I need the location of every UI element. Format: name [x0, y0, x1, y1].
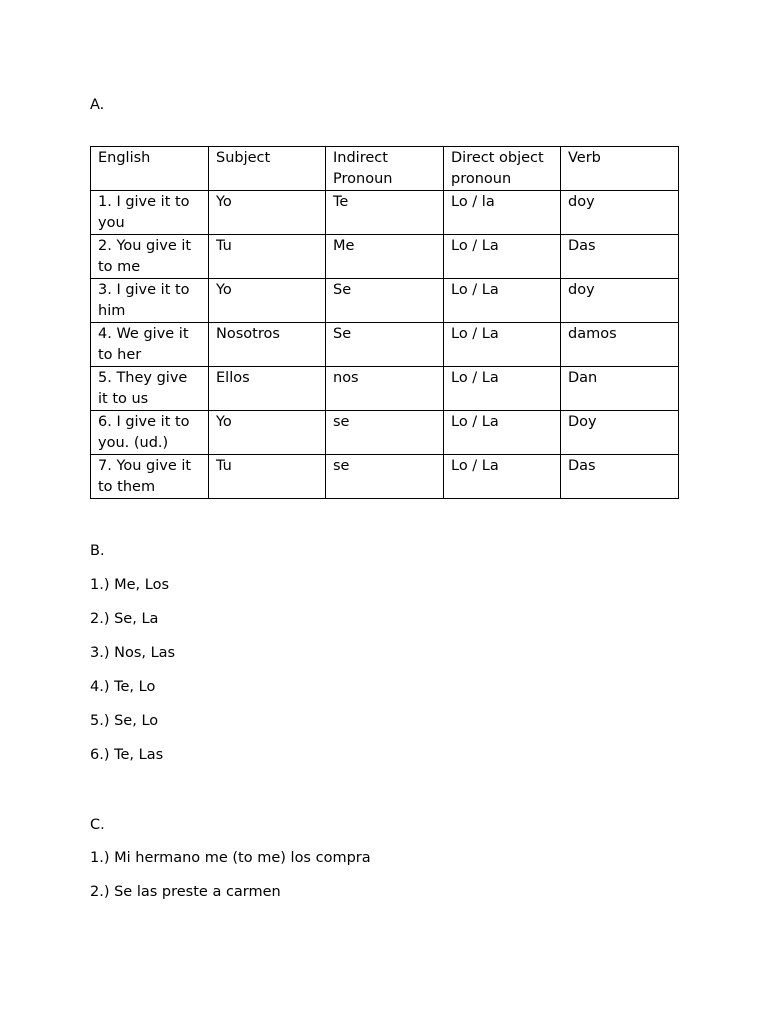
cell-indirect-pronoun: se	[326, 411, 444, 455]
section-b-answer-list	[90, 575, 175, 779]
table-row	[91, 279, 679, 323]
cell-indirect-pronoun: se	[326, 455, 444, 499]
cell-subject: Tu	[209, 455, 326, 499]
cell-english: 5. They give it to us	[91, 367, 209, 411]
cell-subject: Yo	[209, 411, 326, 455]
cell-english: 6. I give it to you. (ud.)	[91, 411, 209, 455]
cell-indirect-pronoun: Se	[326, 279, 444, 323]
section-b-label: B.	[90, 543, 105, 559]
table-row	[91, 235, 679, 279]
section-a-label: A.	[90, 97, 105, 113]
cell-direct-object-pronoun: Lo / La	[444, 411, 561, 455]
cell-indirect-pronoun: nos	[326, 367, 444, 411]
cell-verb: Das	[561, 235, 679, 279]
cell-indirect-pronoun: Te	[326, 191, 444, 235]
cell-verb: doy	[561, 191, 679, 235]
cell-indirect-pronoun: Me	[326, 235, 444, 279]
list-item: 2.) Se las preste a carmen	[90, 884, 281, 900]
cell-direct-object-pronoun: Lo / La	[444, 367, 561, 411]
cell-verb: Doy	[561, 411, 679, 455]
list-item: 1.) Mi hermano me (to me) los compra	[90, 850, 371, 866]
cell-verb: Das	[561, 455, 679, 499]
cell-direct-object-pronoun: Lo / La	[444, 235, 561, 279]
header-direct-object-pronoun: Direct object pronoun	[444, 147, 561, 191]
cell-direct-object-pronoun: Lo / La	[444, 323, 561, 367]
table-row	[91, 367, 679, 411]
cell-verb: Dan	[561, 367, 679, 411]
cell-subject: Yo	[209, 279, 326, 323]
table-header-row	[91, 147, 679, 191]
cell-subject: Nosotros	[209, 323, 326, 367]
list-item: 3.) Nos, Las	[90, 645, 176, 661]
cell-verb: damos	[561, 323, 679, 367]
section-c-answer-list	[90, 848, 371, 916]
cell-english: 3. I give it to him	[91, 279, 209, 323]
cell-subject: Yo	[209, 191, 326, 235]
list-item: 6.) Te, Las	[90, 747, 164, 763]
cell-english: 7. You give it to them	[91, 455, 209, 499]
cell-subject: Tu	[209, 235, 326, 279]
cell-verb: doy	[561, 279, 679, 323]
list-item: 2.) Se, La	[90, 611, 159, 627]
cell-direct-object-pronoun: Lo / La	[444, 455, 561, 499]
header-indirect-pronoun: Indirect Pronoun	[326, 147, 444, 191]
list-item: 5.) Se, Lo	[90, 713, 159, 729]
pronoun-table	[90, 146, 679, 499]
list-item: 1.) Me, Los	[90, 577, 169, 593]
cell-direct-object-pronoun: Lo / La	[444, 279, 561, 323]
cell-english: 2. You give it to me	[91, 235, 209, 279]
cell-direct-object-pronoun: Lo / la	[444, 191, 561, 235]
table-row	[91, 323, 679, 367]
cell-subject: Ellos	[209, 367, 326, 411]
list-item: 4.) Te, Lo	[90, 679, 156, 695]
cell-indirect-pronoun: Se	[326, 323, 444, 367]
header-subject: Subject	[209, 147, 326, 191]
section-c-label: C.	[90, 817, 105, 833]
table-row	[91, 411, 679, 455]
cell-english: 1. I give it to you	[91, 191, 209, 235]
table-row	[91, 191, 679, 235]
cell-english: 4. We give it to her	[91, 323, 209, 367]
table-row	[91, 455, 679, 499]
header-english: English	[91, 147, 209, 191]
header-verb: Verb	[561, 147, 679, 191]
